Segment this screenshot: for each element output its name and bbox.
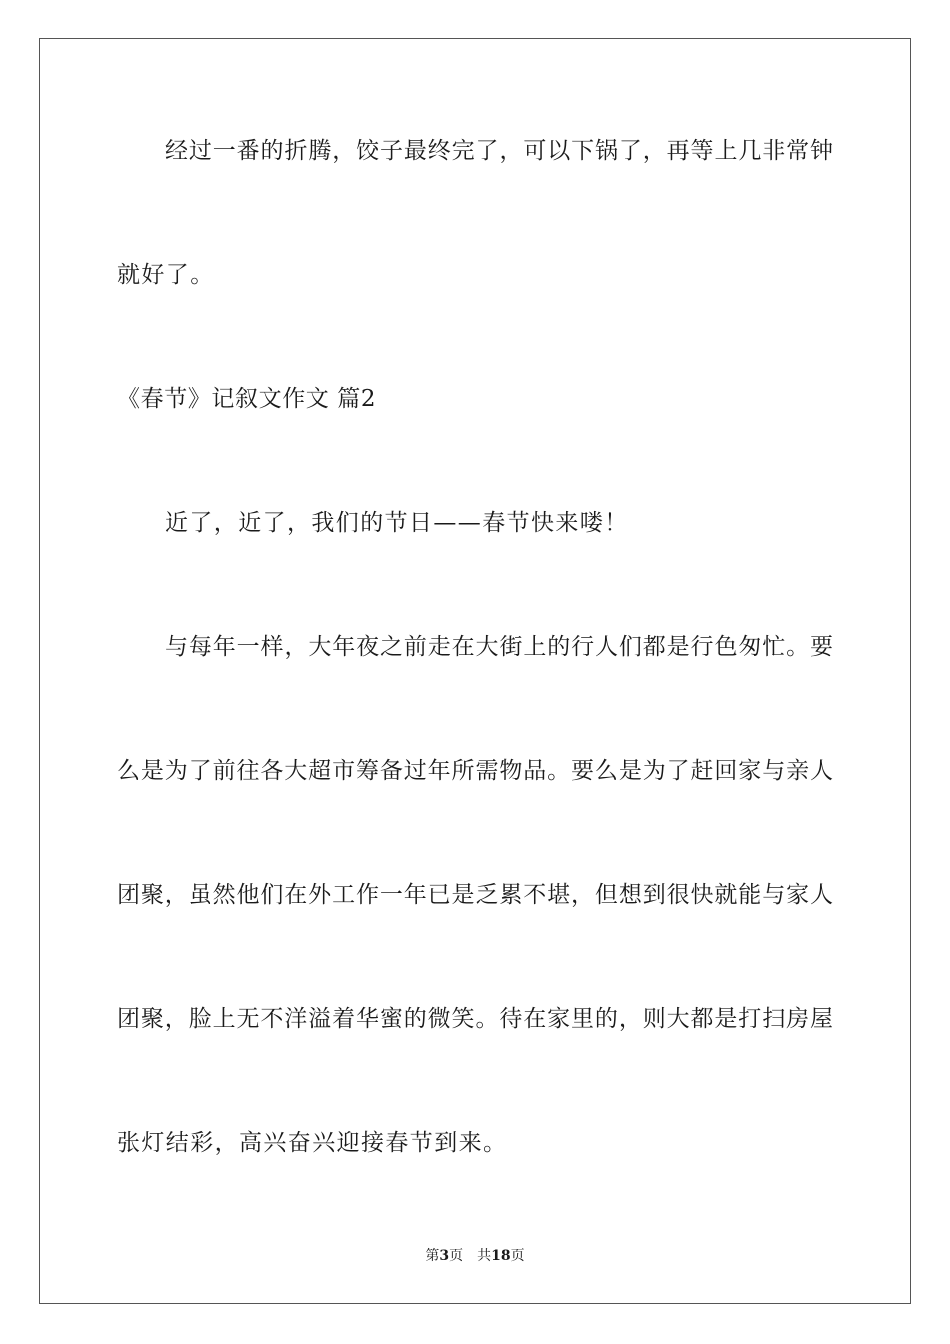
section-heading: 《春节》记叙文作文 篇2 (117, 386, 377, 412)
paragraph-line: 近了，近了，我们的节日——春节快来喽！ (165, 510, 629, 536)
page-suffix: 页 (449, 1248, 464, 1264)
paragraph-line: 张灯结彩，高兴奋兴迎接春节到来。 (117, 1130, 508, 1156)
paragraph-line: 就好了。 (117, 262, 215, 288)
page-number: 3 (439, 1248, 450, 1264)
paragraph-line: 团聚，虽然他们在外工作一年已是乏累不堪，但想到很快就能与家人 (117, 882, 833, 908)
paragraph-line: 与每年一样，大年夜之前走在大街上的行人们都是行色匆忙。要 (165, 634, 833, 660)
total-pages: 18 (491, 1248, 511, 1264)
paragraph-line: 团聚，脸上无不洋溢着华蜜的微笑。待在家里的，则大都是打扫房屋 (117, 1006, 833, 1032)
page-prefix: 第 (425, 1248, 440, 1264)
total-prefix: 共 (477, 1248, 492, 1264)
paragraph-line: 经过一番的折腾，饺子最终完了，可以下锅了，再等上几非常钟 (165, 138, 833, 164)
total-suffix: 页 (510, 1248, 525, 1264)
page-footer (0, 1247, 950, 1265)
paragraph-line: 么是为了前往各大超市筹备过年所需物品。要么是为了赶回家与亲人 (117, 758, 833, 784)
page-border (39, 38, 911, 1304)
